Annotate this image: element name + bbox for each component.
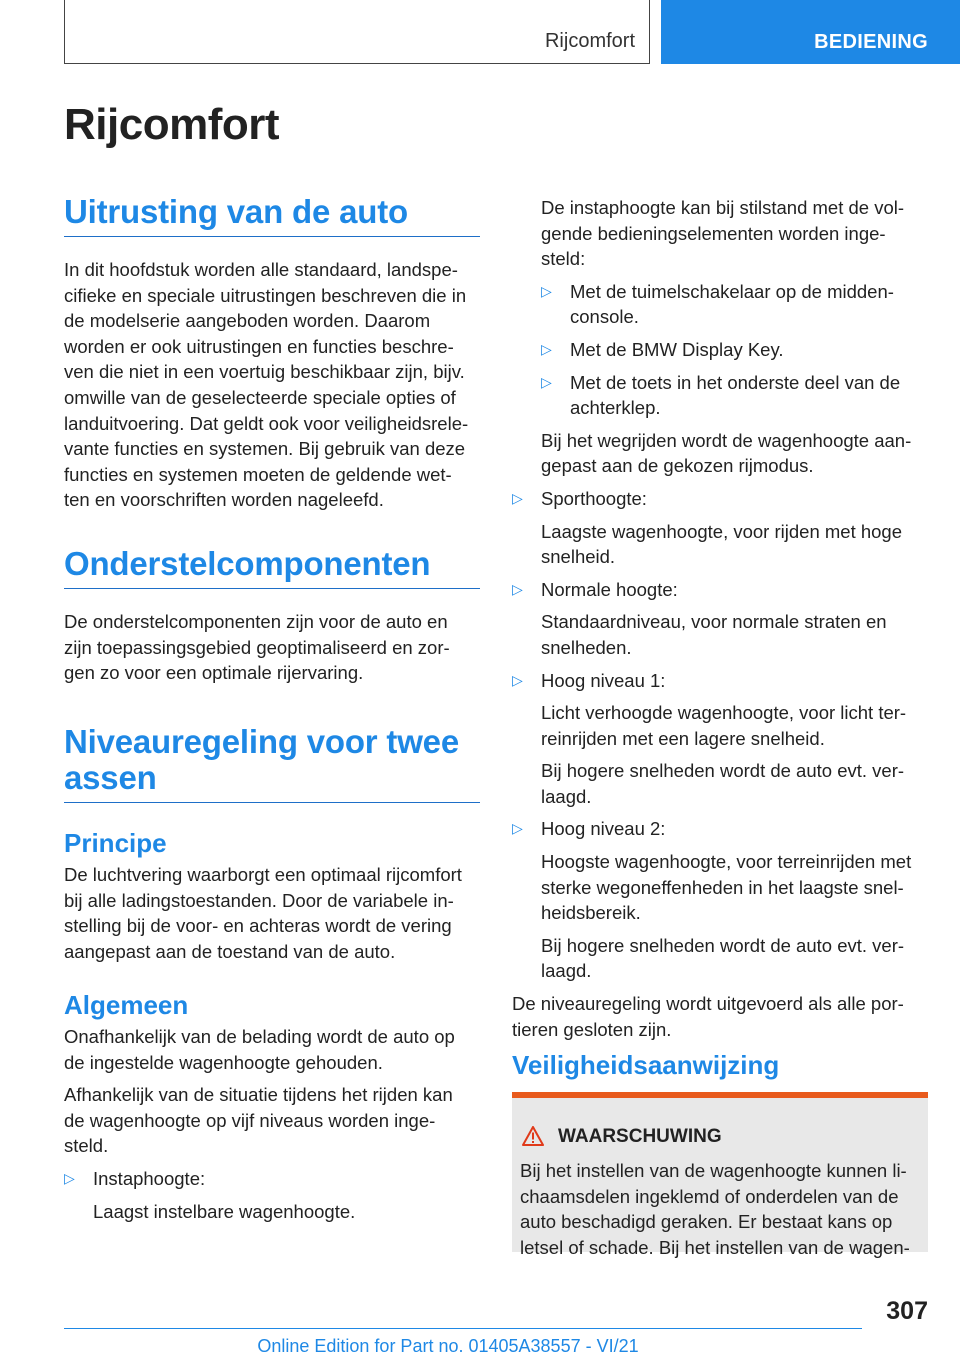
- section-uitrusting: [64, 194, 480, 513]
- triangle-bullet-icon: ▷: [512, 671, 523, 688]
- subsection-algemeen: [64, 990, 480, 1224]
- triangle-bullet-icon: ▷: [512, 820, 523, 837]
- text-line: Hoogste wagenhoogte, voor terreinrijden met: [541, 851, 912, 873]
- sub-list-item: [541, 370, 928, 421]
- text-line: snelheden.: [541, 636, 632, 658]
- text-line: gende bedieningselementen worden inge-: [541, 222, 886, 244]
- text-line: letsel of schade. Bij het instellen van de wagen-: [520, 1236, 910, 1258]
- warning-header: [522, 1126, 722, 1148]
- text-line: worden er ook uitrustingen en functies beschre-: [64, 335, 454, 357]
- text-line: stelling bij de voor- en achteras wordt de vering: [64, 915, 452, 937]
- list-item-label: Instaphoogte:: [93, 1167, 206, 1189]
- warning-triangle-icon: [522, 1126, 544, 1146]
- text-line: Bij hogere snelheden wordt de auto evt. ver-: [541, 934, 905, 956]
- text-line: sterke wegoneffenheden in het laagste snel-: [541, 876, 904, 898]
- triangle-bullet-icon: ▷: [541, 373, 552, 390]
- list-item-hoog-niveau-1: [512, 668, 928, 810]
- text-line: steld.: [64, 1135, 109, 1157]
- text-line: aangepast aan de toestand van de auto.: [64, 940, 396, 962]
- text-line: Standaardniveau, voor normale straten en: [541, 611, 887, 633]
- text-line: auto beschadigd geraken. Er bestaat kans op: [520, 1211, 893, 1233]
- header-chapter-tab[interactable]: [661, 0, 960, 64]
- list-item-label: Normale hoogte:: [541, 578, 678, 600]
- section-niveau: [64, 724, 480, 803]
- text-line: heidsbereik.: [541, 902, 641, 924]
- text-line: reinrijden met een lagere snelheid.: [541, 727, 825, 749]
- text-line: landuitvoering. Dat geldt ook voor veiligheidsrele-: [64, 412, 469, 434]
- triangle-bullet-icon: ▷: [541, 282, 552, 299]
- text-line: achterklep.: [570, 397, 661, 419]
- text-line: ten en voorschriften worden nageleefd.: [64, 489, 384, 511]
- heading-principe: Principe: [64, 828, 167, 858]
- heading-algemeen: Algemeen: [64, 990, 189, 1020]
- text-line: laagd.: [541, 960, 592, 982]
- text-line: In dit hoofdstuk worden alle standaard, landspe-: [64, 259, 458, 280]
- text-line: ven die niet in een voertuig beschikbaar zijn, bijv.: [64, 361, 465, 383]
- text-line: De niveauregeling wordt uitgevoerd als alle por-: [512, 993, 904, 1015]
- heading-niveau-line1: Niveauregeling voor twee: [64, 723, 459, 760]
- header-section-tab: [64, 0, 650, 64]
- list-item-sporthoogte: [512, 486, 928, 570]
- sub-list-item: [541, 279, 928, 330]
- heading-veiligheid: Veiligheidsaanwijzing: [512, 1050, 780, 1080]
- text-line: Laagste wagenhoogte, voor rijden met hoge: [541, 520, 903, 542]
- heading-uitrusting: Uitrusting van de auto: [64, 194, 480, 237]
- page-title: Rijcomfort: [64, 100, 279, 149]
- triangle-bullet-icon: ▷: [512, 489, 523, 506]
- text-line: de ingestelde wagenhoogte gehouden.: [64, 1051, 383, 1073]
- text-line: vante functies en systemen. Bij gebruik van deze: [64, 438, 466, 460]
- list-item-label: Hoog niveau 2:: [541, 818, 666, 840]
- heading-niveau-line2: assen: [64, 759, 157, 796]
- text-line: gepast aan de gekozen rijmodus.: [541, 455, 814, 477]
- triangle-bullet-icon: ▷: [541, 340, 552, 357]
- text-line: Bij hogere snelheden wordt de auto evt. ver-: [541, 760, 905, 782]
- header-chapter-label: BEDIENING: [814, 31, 928, 53]
- right-column: [512, 195, 928, 1042]
- text-line: Licht verhoogde wagenhoogte, voor licht ter-: [541, 702, 907, 724]
- text-line: Met de toets in het onderste deel van de: [570, 371, 901, 393]
- text-line: gen zo voor een optimale rijervaring.: [64, 662, 364, 684]
- footer-edition[interactable]: Online Edition for Part no. 01405A38557 - VI/21: [257, 1336, 639, 1356]
- list-item-instaphoogte: [64, 1166, 480, 1224]
- text-line: Bij het wegrijden wordt de wagenhoogte aan-: [541, 429, 912, 451]
- warning-text: [520, 1158, 924, 1260]
- sub-list-item: [541, 337, 928, 363]
- text-line: Bij het instellen van de wagenhoogte kunnen li-: [520, 1160, 907, 1181]
- text-line: laagd.: [541, 785, 592, 807]
- list-item-normale-hoogte: [512, 577, 928, 661]
- text-line: De onderstelcomponenten zijn voor de auto en: [64, 611, 448, 632]
- text-line: functies en systemen moeten de geldende wet-: [64, 463, 452, 485]
- heading-niveau: [64, 724, 480, 803]
- triangle-bullet-icon: ▷: [512, 580, 523, 597]
- text-line: zijn toepassingsgebied geoptimaliseerd en zor-: [64, 636, 450, 658]
- footer-divider: [64, 1328, 862, 1329]
- list-item-desc: Laagst instelbare wagenhoogte.: [93, 1200, 356, 1222]
- page-number: 307: [886, 1297, 928, 1325]
- text-line: tieren gesloten zijn.: [512, 1018, 672, 1040]
- uitrusting-paragraph: [64, 257, 480, 513]
- text-line: de wagenhoogte op vijf niveaus worden inge-: [64, 1109, 436, 1131]
- text-line: steld:: [541, 248, 586, 270]
- text-line: cifieke en speciale uitrustingen beschreven die in: [64, 284, 467, 306]
- warning-box: [512, 1092, 928, 1258]
- subsection-principe: [64, 828, 480, 964]
- list-item-hoog-niveau-2: [512, 816, 928, 984]
- warning-title: WAARSCHUWING: [558, 1126, 722, 1147]
- triangle-bullet-icon: ▷: [64, 1169, 75, 1186]
- heading-onderstel: Onderstelcomponenten: [64, 546, 480, 589]
- text-line: console.: [570, 306, 639, 328]
- list-item-label: Hoog niveau 1:: [541, 669, 666, 691]
- section-onderstel: [64, 546, 480, 686]
- text-line: chaamsdelen ingeklemd of onderdelen van de: [520, 1185, 899, 1207]
- text-line: Met de tuimelschakelaar op de midden-: [570, 280, 894, 302]
- text-line: bij alle ladingstoestanden. Door de variabele in-: [64, 889, 454, 911]
- text-line: De luchtvering waarborgt een optimaal rijcomfort: [64, 864, 462, 885]
- list-item-label: Sporthoogte:: [541, 487, 647, 509]
- onderstel-paragraph: [64, 609, 480, 686]
- text-line: De instaphoogte kan bij stilstand met de vol-: [541, 197, 905, 218]
- text-line: snelheid.: [541, 546, 616, 568]
- header-section-label: Rijcomfort: [544, 30, 635, 52]
- text-line: omwille van de geselecteerde speciale opties of: [64, 386, 456, 408]
- text-line: Afhankelijk van de situatie tijdens het rijden kan: [64, 1084, 453, 1106]
- text-line: Onafhankelijk van de belading wordt de auto op: [64, 1026, 455, 1047]
- text-line: de modelserie aangeboden worden. Daarom: [64, 310, 431, 332]
- text-line: Met de BMW Display Key.: [570, 338, 784, 360]
